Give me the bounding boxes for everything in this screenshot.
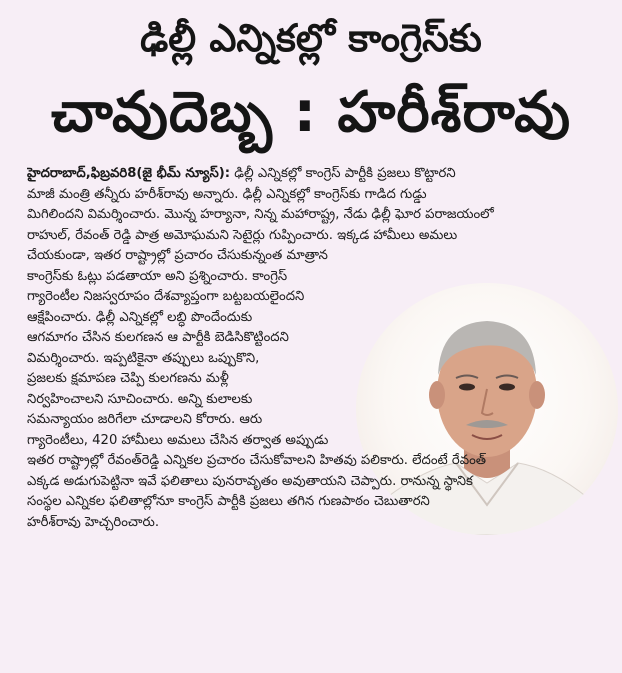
article-line: హరీశ్‌రావు హెచ్చరించారు. — [27, 514, 160, 530]
article-body — [27, 164, 612, 533]
article-line: ఎక్కడ అడుగుపెట్టినా ఇవే ఫలితాలు పునరావృతం అవుతాయని చెప్పారు. రానున్న స్థానిక — [27, 473, 473, 489]
article-line: గ్యారెంటీలు, 420 హామీలు అమలు చేసిన తర్వాత అప్పుడు — [27, 432, 329, 448]
article-line: నిర్వహించాలని సూచించారు. అన్ని కులాలకు — [27, 391, 253, 407]
article-line: విమర్శించారు. ఇప్పటికైనా తప్పులు ఒప్పుకొని, — [27, 350, 260, 366]
article-line-text: ఢిల్లీ ఎన్నికల్లో కాంగ్రెస్ పార్టీకి ప్రజలు కొట్టారని — [230, 166, 456, 181]
article-line: ఇతర రాష్ట్రాల్లో రేవంత్‌రెడ్డి ఎన్నికల ప్రచారం చేసుకోవాలని హితవు పలికారు. లేదంటే రేవంత్ — [27, 453, 487, 468]
article-line: మిగిలిందని విమర్శించారు. మొన్న హర్యానా, నిన్న మహారాష్ట్ర, నేడు ఢిల్లీ ఘోర పరాజయంలో — [27, 207, 494, 222]
headline-line-1: ఢిల్లీ ఎన్నికల్లో కాంగ్రెస్‌కు — [140, 16, 482, 60]
article-line: ఆక్షేపించారు. ఢిల్లీ ఎన్నికల్లో లబ్ధి పొందేందుకు — [27, 309, 253, 325]
article-line: మాజీ మంత్రి తన్నీరు హరీశ్‌రావు అన్నారు. ఢిల్లీ ఎన్నికల్లో కాంగ్రెస్‌కు గాడిద గుడ్డు — [27, 186, 427, 202]
headline-line-2: చావుదెబ్బ : హరీశ్‌రావు — [50, 80, 572, 145]
article-line: చేయకుండా, ఇతర రాష్ట్రాల్లో ప్రచారం చేసుకున్నంత మాత్రాన — [27, 248, 328, 263]
dateline: హైదరాబాద్,ఫిబ్రవరి8(జై భీమ్ న్యూస్): — [27, 166, 231, 181]
article-line: కాంగ్రెస్‌కు ఓట్లు పడతాయా అని ప్రశ్నించారు. కాంగ్రెస్ — [27, 268, 288, 284]
article-line: గ్యారెంటీల నిజస్వరూపం దేశవ్యాప్తంగా బట్టబయలైందని — [27, 289, 305, 304]
article-line: ఆగమాగం చేసిన కులగణన ఆ పార్టీకి బెడిసికొట్టిందని — [27, 330, 289, 345]
article-line-1 — [27, 164, 612, 185]
article-line: సమన్యాయం జరిగేలా చూడాలని కోరారు. ఆరు — [27, 412, 263, 427]
article-line: రాహుల్, రేవంత్ రెడ్డి పాత్ర అమోఘమని సెటైర్లు గుప్పించారు. ఇక్కడ హామీలు అమలు — [27, 227, 458, 243]
article-line: సంస్థల ఎన్నికల ఫలితాల్లోనూ కాంగ్రెస్ పార్టీకి ప్రజలు తగిన గుణపాఠం చెబుతారని — [27, 494, 430, 509]
article-line: ప్రజలకు క్షమాపణ చెప్పి కులగణను మళ్లీ — [27, 371, 229, 386]
